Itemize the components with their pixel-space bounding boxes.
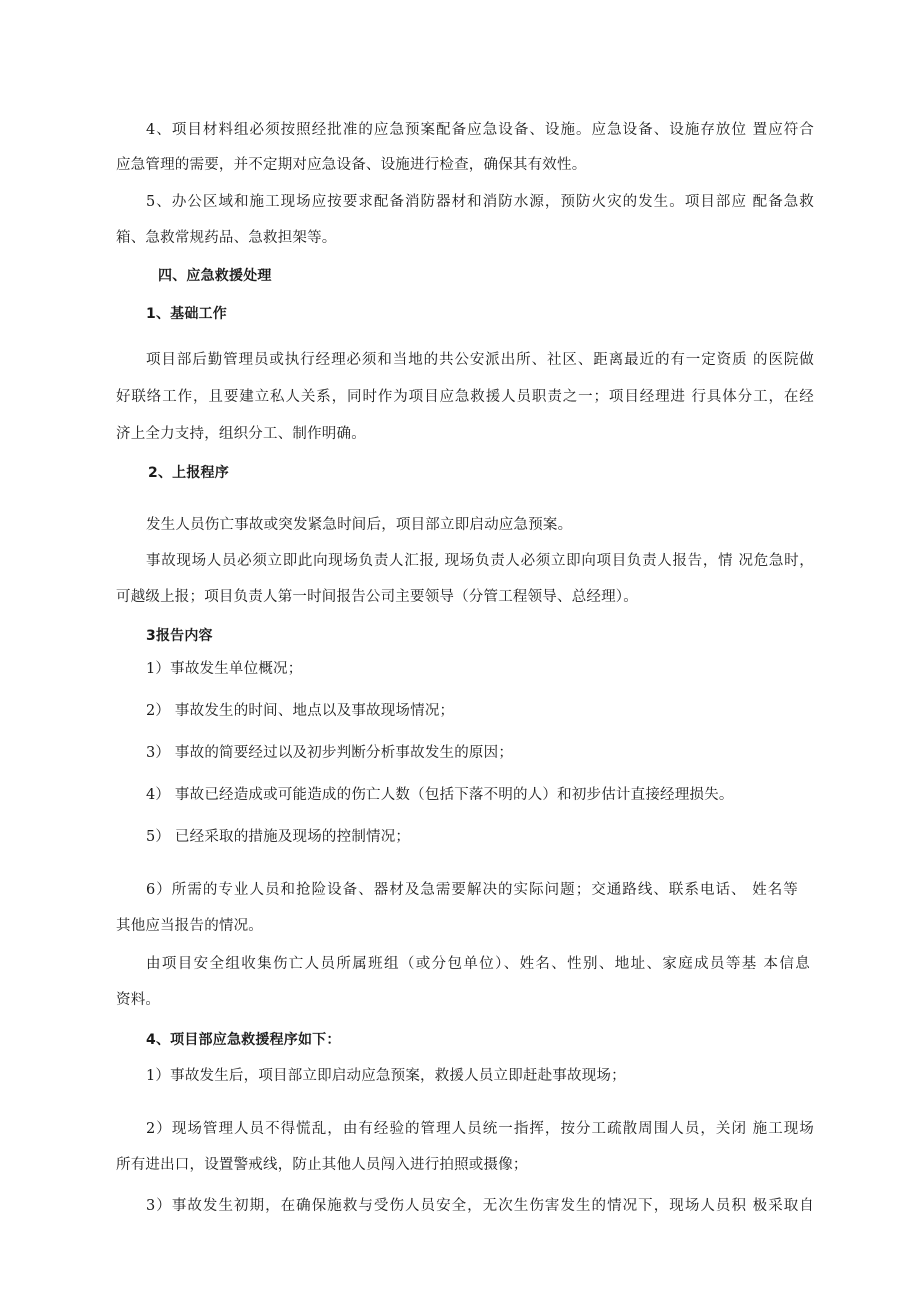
paragraph-line: 项目部后勤管理员或执行经理必须和当地的共公安派出所、社区、距离最近的有一定资质 的医院做 [146,352,814,368]
paragraph-line: 由项目安全组收集伤亡人员所属班组（或分包单位）、姓名、性别、地址、家庭成员等基 本信息 [146,956,810,972]
subsection-heading: 2、上报程序 [148,465,229,481]
paragraph-line: 事故现场人员必须立即此向现场负责人汇报, 现场负责人必须立即向项目负责人报告，情 况危急时， [146,553,814,569]
list-item: 1）事故发生后，项目部立即启动应急预案，救援人员立即赶赴事故现场； [146,1068,626,1084]
paragraph-line: 可越级上报；项目负责人第一时间报告公司主要领导（分管工程领导、总经理）。 [116,589,638,605]
subsection-heading: 1、基础工作 [146,306,227,322]
paragraph-line: 所有进出口，设置警戒线，防止其他人员闯入进行拍照或摄像； [116,1157,528,1173]
paragraph-line: 好联络工作，且要建立私人关系，同时作为项目应急救援人员职责之一；项目经理进 行具体分工，在经 [116,389,814,405]
paragraph-line: 应急管理的需要，并不定期对应急设备、设施进行检查，确保其有效性。 [116,157,587,173]
list-item: 6）所需的专业人员和抢险设备、器材及急需要解决的实际问题；交通路线、联系电话、 姓名等 [146,882,798,898]
paragraph-line: 济上全力支持，组织分工、制作明确。 [116,426,366,442]
list-item: 2） 事故发生的时间、地点以及事故现场情况； [146,703,455,719]
paragraph-line: 资料。 [116,992,161,1008]
paragraph-line: 发生人员伤亡事故或突发紧急时间后，项目部立即启动应急预案。 [146,517,573,533]
paragraph-line: 箱、急救常规药品、急救担架等。 [116,230,337,246]
subsection-heading: 3报告内容 [146,628,213,644]
list-item: 3） 事故的简要经过以及初步判断分析事故发生的原因； [146,745,514,761]
list-item: 1）事故发生单位概况； [146,661,303,677]
list-item: 2）现场管理人员不得慌乱，由有经验的管理人员统一指挥，按分工疏散周围人员，关闭 施工现场 [146,1121,814,1137]
subsection-heading: 4、项目部应急救援程序如下： [146,1032,341,1048]
paragraph-line: 其他应当报告的情况。 [116,918,263,934]
section-heading: 四、应急救援处理 [158,268,272,284]
list-item: 5） 已经采取的措施及现场的控制情况； [146,829,411,845]
paragraph-line: 4、项目材料组必须按照经批准的应急预案配备应急设备、设施。应急设备、设施存放位 置应符合 [146,122,814,138]
list-item: 3）事故发生初期，在确保施救与受伤人员安全，无次生伤害发生的情况下，现场人员积 极采取自 [146,1198,814,1214]
paragraph-line: 5、办公区域和施工现场应按要求配备消防器材和消防水源，预防火灾的发生。项目部应 配备急救 [146,194,814,210]
list-item: 4） 事故已经造成或可能造成的伤亡人数（包括下落不明的人）和初步估计直接经理损失。 [146,787,734,803]
